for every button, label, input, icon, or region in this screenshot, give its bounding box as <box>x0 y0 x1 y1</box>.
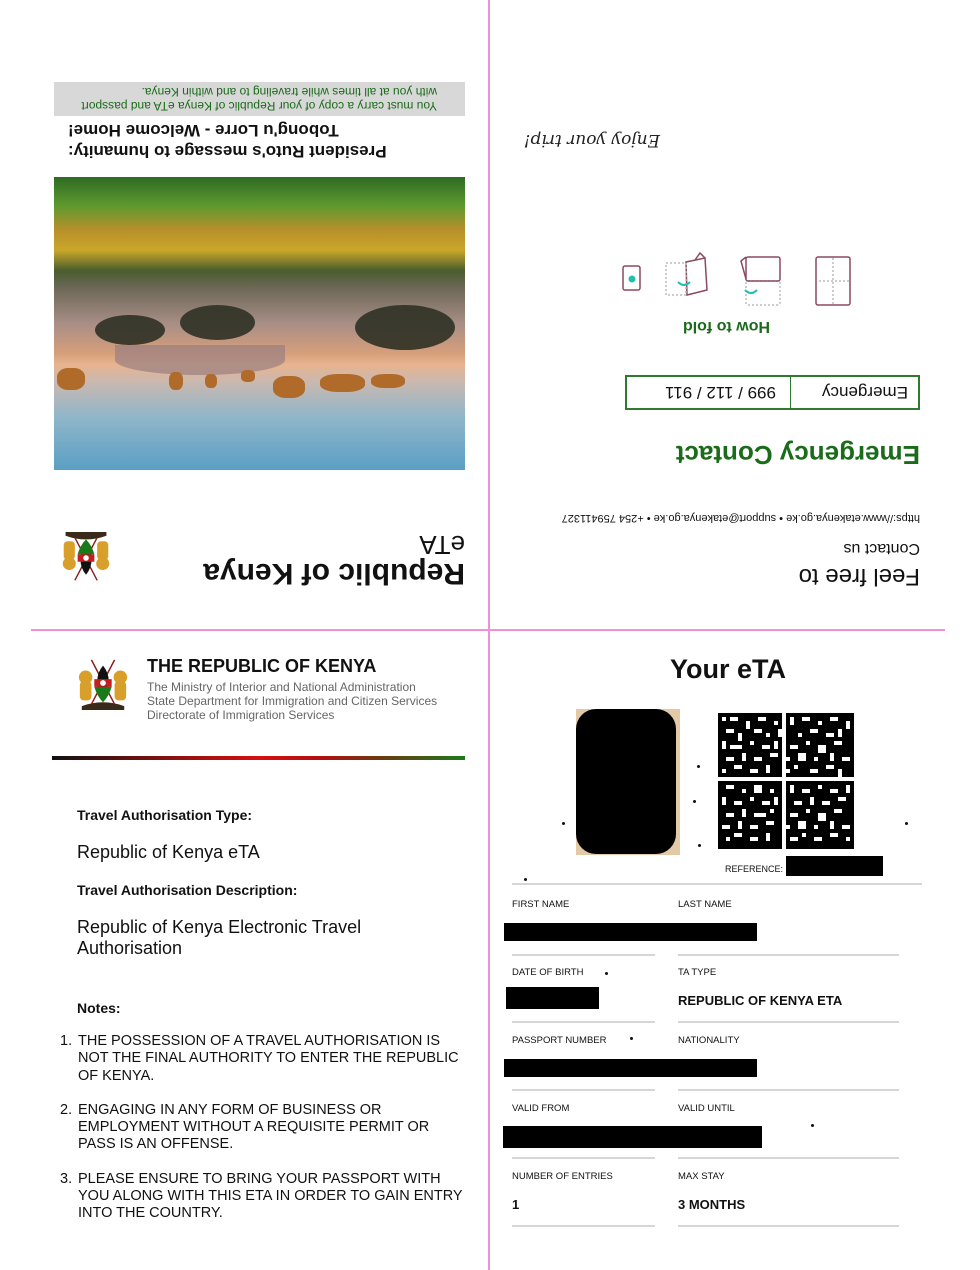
passport-number-label: PASSPORT NUMBER <box>512 1035 607 1046</box>
reference-label: REFERENCE: <box>725 864 784 874</box>
ta-type-field-label: TA TYPE <box>678 967 717 978</box>
print-artifact <box>698 844 701 847</box>
reference-value-redacted <box>786 856 883 876</box>
contact-us-label: Contact us <box>843 540 920 557</box>
horizontal-fold-line <box>31 629 945 631</box>
emergency-numbers: 999 / 112 / 911 <box>665 383 776 402</box>
field-rule <box>678 1225 899 1227</box>
field-rule <box>678 1157 899 1159</box>
entries-label: NUMBER OF ENTRIES <box>512 1171 613 1182</box>
emergency-contact-title: Emergency Contact <box>675 440 920 470</box>
print-artifact <box>905 822 908 825</box>
ta-description-value: Republic of Kenya Electronic Travel Authorisation <box>77 917 362 958</box>
name-redacted <box>504 923 757 941</box>
landscape-photo <box>54 177 465 470</box>
directorate-line: Directorate of Immigration Services <box>147 708 335 722</box>
department-lines <box>147 680 437 722</box>
contact-links[interactable]: https://www.etakenya.go.ke • support@etakenya.go.ke • +254 759411327 <box>561 512 920 524</box>
ta-type-label: Travel Authorisation Type: <box>77 807 253 823</box>
cover-title-block <box>165 529 465 590</box>
emergency-label: Emergency <box>790 377 918 408</box>
fold-side-icon <box>666 253 707 295</box>
ta-type-field-value: REPUBLIC OF KENYA ETA <box>678 993 843 1008</box>
field-rule <box>678 1021 899 1023</box>
max-stay-value: 3 MONTHS <box>678 1197 746 1212</box>
field-rule <box>512 1225 655 1227</box>
dob-label: DATE OF BIRTH <box>512 967 584 978</box>
print-artifact <box>524 878 527 881</box>
vertical-fold-line <box>488 0 490 1270</box>
ministry-line: The Ministry of Interior and National Administration <box>147 680 416 694</box>
field-rule <box>512 1021 655 1023</box>
cover-subtitle: eTA <box>419 530 465 560</box>
fold-instructions-icons <box>615 250 855 310</box>
data-matrix-barcode <box>718 713 854 849</box>
sheet-quartered-icon <box>816 257 850 305</box>
entries-value: 1 <box>512 1197 520 1212</box>
notes-label: Notes: <box>77 1000 121 1016</box>
field-rule <box>512 954 655 956</box>
valid-until-label: VALID UNTIL <box>678 1103 735 1114</box>
cover-title: Republic of Kenya <box>203 557 465 590</box>
president-message: President Ruto's message to humanity: Tobong'u Lorre - Welcome Home! <box>68 121 387 161</box>
note-item: 1. THE POSSESSION OF A TRAVEL AUTHORISATION IS NOT THE FINAL AUTHORITY TO ENTER THE REPUBLIC OF KENYA. <box>60 1033 459 1084</box>
your-eta-title: Your eTA <box>669 654 786 684</box>
note-item: 2. ENGAGING IN ANY FORM OF BUSINESS OR EMPLOYMENT WITHOUT A REQUISITE PERMIT OR PASS IS AN OFFENSE. <box>60 1101 430 1153</box>
folded-card-icon <box>623 266 640 290</box>
flag-color-bar <box>52 756 465 760</box>
nationality-label: NATIONALITY <box>678 1035 740 1046</box>
feel-free-heading: Feel free to <box>798 563 920 590</box>
how-to-fold-title: How to fold <box>682 318 770 335</box>
field-rule <box>512 1089 655 1091</box>
cover-panel <box>40 50 480 610</box>
emergency-table <box>625 375 920 410</box>
fold-down-icon <box>741 257 780 305</box>
notes-list <box>60 1033 470 1240</box>
signoff: Enjoy your trip! <box>523 130 660 150</box>
print-artifact <box>811 1124 814 1127</box>
ta-type-value: Republic of Kenya eTA <box>77 842 260 862</box>
print-artifact <box>562 822 565 825</box>
note-item: 3. PLEASE ENSURE TO BRING YOUR PASSPORT WITH YOU ALONG WITH THIS ETA IN ORDER TO GAIN ENTRY INTO THE COUNTRY. <box>60 1170 463 1222</box>
last-name-label: LAST NAME <box>678 899 732 910</box>
valid-from-label: VALID FROM <box>512 1103 570 1114</box>
validity-dates-redacted <box>503 1126 762 1148</box>
passport-nationality-redacted <box>504 1059 757 1077</box>
section-divider <box>512 883 922 885</box>
coat-of-arms-icon <box>74 656 132 710</box>
field-rule <box>678 1089 899 1091</box>
first-name-label: FIRST NAME <box>512 899 570 910</box>
print-artifact <box>697 765 700 768</box>
field-rule <box>512 1157 655 1159</box>
max-stay-label: MAX STAY <box>678 1171 725 1182</box>
ta-description-label: Travel Authorisation Description: <box>77 882 298 898</box>
coat-of-arms-icon <box>58 532 114 584</box>
carry-copy-note: You must carry a copy of your Republic of Kenya eTA and passport with you at all times while traveling to and within Kenya. <box>54 82 465 116</box>
state-department-line: State Department for Immigration and Citizen Services <box>147 694 438 708</box>
contact-panel <box>500 50 940 610</box>
dob-redacted <box>506 987 599 1009</box>
print-artifact <box>605 972 608 975</box>
field-rule <box>678 954 899 956</box>
print-artifact <box>630 1037 633 1040</box>
print-artifact <box>693 800 696 803</box>
photo-redaction <box>576 709 676 854</box>
republic-heading: THE REPUBLIC OF KENYA <box>147 656 377 676</box>
applicant-photo <box>576 709 680 855</box>
